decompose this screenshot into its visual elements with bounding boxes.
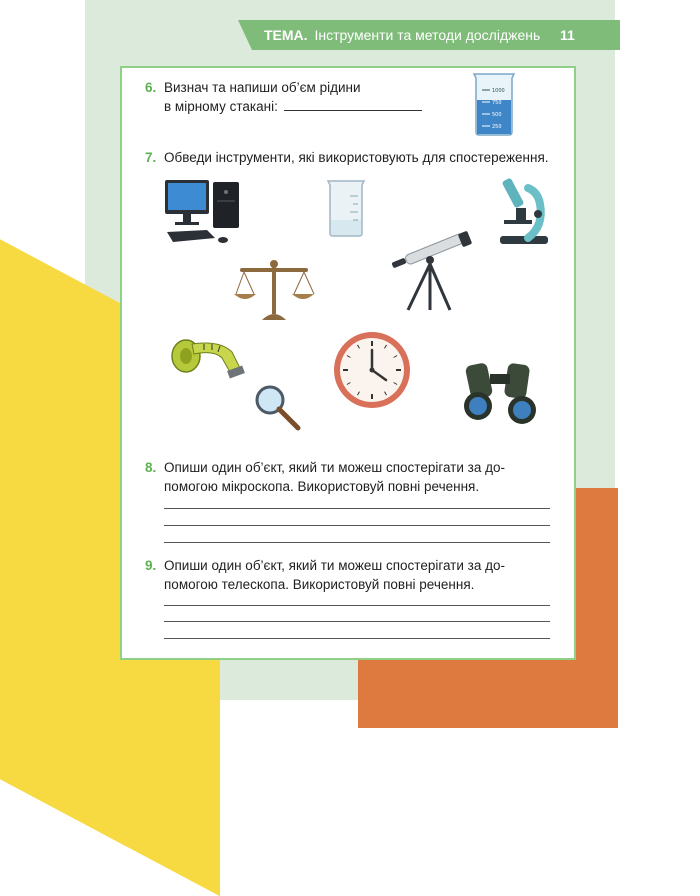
answer-line[interactable] bbox=[164, 542, 550, 543]
tape-measure-icon[interactable] bbox=[170, 338, 250, 382]
computer-icon[interactable] bbox=[163, 178, 243, 246]
scale-label: 500 bbox=[492, 112, 502, 118]
question-text-line-1: Опиши один об’єкт, який ти можеш спостерігати за до- bbox=[164, 460, 505, 475]
microscope-icon[interactable] bbox=[494, 174, 554, 248]
question-text-line-2 bbox=[164, 97, 422, 116]
question-text: в мірному стакані: bbox=[164, 99, 278, 114]
answer-line[interactable] bbox=[164, 621, 550, 622]
question-6 bbox=[145, 78, 422, 116]
question-text-line-2: помогою телескопа. Використовуй повні речення. bbox=[164, 577, 475, 592]
page-number: 11 bbox=[560, 27, 575, 43]
beaker-icon[interactable] bbox=[324, 178, 368, 238]
question-text: Обведи інструменти, які використовують для спостереження. bbox=[164, 150, 549, 165]
wall-clock-icon[interactable] bbox=[332, 330, 412, 410]
question-number: 9. bbox=[145, 558, 157, 573]
answer-line[interactable] bbox=[164, 638, 550, 639]
question-number: 6. bbox=[145, 80, 157, 95]
answer-line[interactable] bbox=[164, 525, 550, 526]
question-9 bbox=[145, 556, 505, 594]
question-number: 7. bbox=[145, 150, 157, 165]
topic-title: Інструменти та методи досліджень bbox=[314, 27, 541, 43]
answer-line[interactable] bbox=[164, 508, 550, 509]
answer-line[interactable] bbox=[284, 97, 422, 111]
question-8 bbox=[145, 458, 505, 496]
question-text-line-1: Опиши один об’єкт, який ти можеш спостерігати за до- bbox=[164, 558, 505, 573]
scale-label: 1000 bbox=[492, 88, 505, 94]
topic-header bbox=[264, 20, 540, 50]
answer-line[interactable] bbox=[164, 605, 550, 606]
balance-scale-icon[interactable] bbox=[232, 258, 316, 324]
topic-label: ТЕМА. bbox=[264, 27, 308, 43]
magnifying-glass-icon[interactable] bbox=[254, 384, 304, 432]
question-text-line-2: помогою мікроскопа. Використовуй повні речення. bbox=[164, 479, 480, 494]
telescope-icon[interactable] bbox=[390, 230, 474, 312]
measuring-beaker-icon bbox=[470, 70, 520, 136]
binoculars-icon[interactable] bbox=[460, 356, 544, 428]
scale-label: 750 bbox=[492, 100, 502, 106]
question-7 bbox=[145, 148, 549, 167]
scale-label: 250 bbox=[492, 124, 502, 130]
question-number: 8. bbox=[145, 460, 157, 475]
question-text-line-1: Визнач та напиши об’єм рідини bbox=[164, 80, 361, 95]
